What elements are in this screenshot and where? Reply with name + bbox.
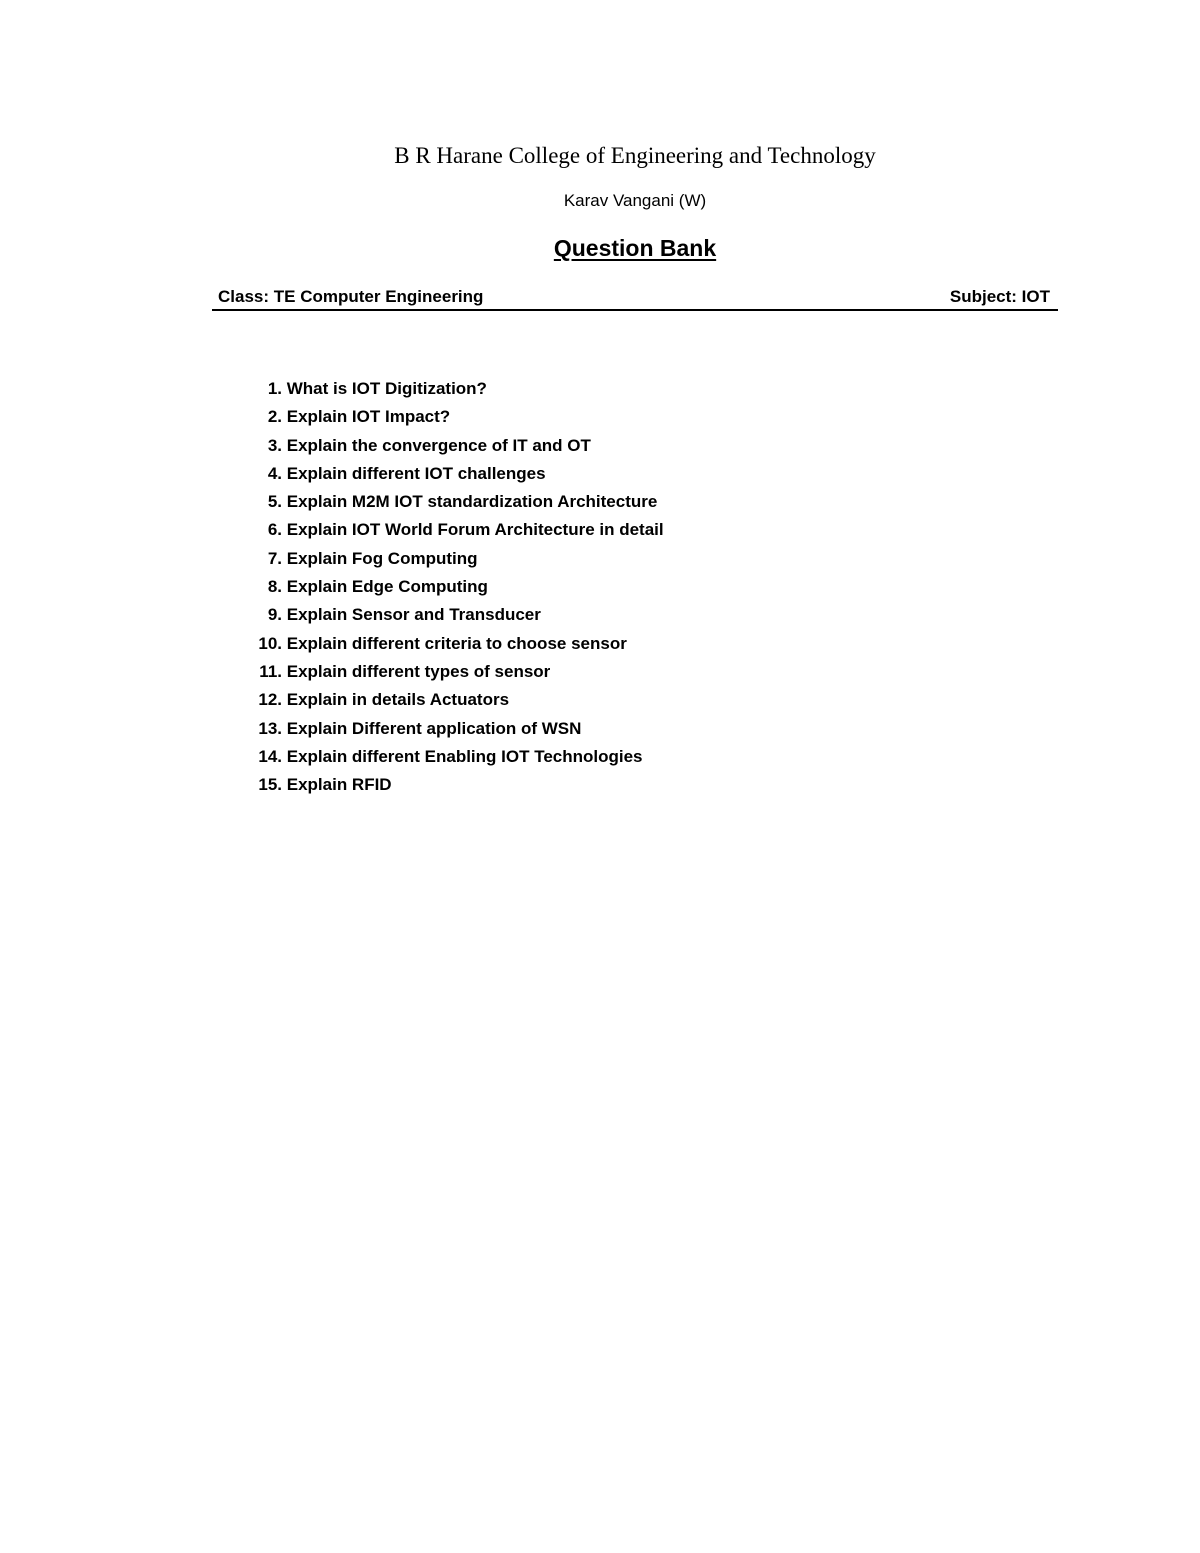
question-text: Explain Fog Computing xyxy=(286,548,478,568)
header-divider xyxy=(212,309,1058,311)
question-item xyxy=(244,433,664,461)
question-number: 12. xyxy=(258,690,282,710)
question-number: 7. xyxy=(267,548,282,568)
question-text: Explain M2M IOT standardization Architecture xyxy=(286,492,658,512)
class-subject-row xyxy=(212,285,1058,309)
question-item xyxy=(244,744,664,772)
question-item xyxy=(244,772,664,800)
question-text: Explain in details Actuators xyxy=(286,690,510,710)
question-item xyxy=(244,631,664,659)
question-text: Explain RFID xyxy=(286,775,392,795)
question-number: 3. xyxy=(267,435,282,455)
question-number: 4. xyxy=(267,463,282,483)
college-name: B R Harane College of Engineering and Technology xyxy=(394,143,876,168)
question-item xyxy=(244,716,664,744)
class-label: Class: TE Computer Engineering xyxy=(218,287,484,306)
question-item xyxy=(244,489,664,517)
question-text: Explain different Enabling IOT Technologies xyxy=(286,746,643,766)
question-number: 10. xyxy=(258,633,282,653)
question-number: 9. xyxy=(267,605,282,625)
question-item xyxy=(244,461,664,489)
question-item xyxy=(244,602,664,630)
question-number: 5. xyxy=(267,492,282,512)
question-item xyxy=(244,687,664,715)
question-text: Explain different types of sensor xyxy=(286,661,551,681)
question-number: 1. xyxy=(267,379,282,398)
question-text: Explain Sensor and Transducer xyxy=(286,605,541,625)
subject-label: Subject: IOT xyxy=(949,287,1050,306)
question-number: 14. xyxy=(258,746,282,766)
question-number: 13. xyxy=(258,718,282,738)
question-text: Explain IOT World Forum Architecture in detail xyxy=(286,520,664,540)
question-item xyxy=(244,517,664,545)
question-number: 6. xyxy=(267,520,282,540)
question-item xyxy=(244,659,664,687)
question-item xyxy=(244,546,664,574)
question-item xyxy=(244,376,664,404)
question-text: Explain IOT Impact? xyxy=(286,407,451,427)
question-text: Explain the convergence of IT and OT xyxy=(286,435,591,455)
college-location: Karav Vangani (W) xyxy=(563,191,707,210)
question-text: Explain different IOT challenges xyxy=(286,463,546,483)
question-list xyxy=(244,376,664,800)
question-text: Explain Different application of WSN xyxy=(286,718,582,738)
page-title-text: Question Bank xyxy=(553,235,717,261)
question-text: What is IOT Digitization? xyxy=(286,379,487,398)
question-text: Explain different criteria to choose sensor xyxy=(286,633,627,653)
question-number: 11. xyxy=(259,661,282,681)
question-number: 8. xyxy=(267,577,282,597)
question-number: 2. xyxy=(267,407,282,427)
question-item xyxy=(244,404,664,432)
question-text: Explain Edge Computing xyxy=(286,577,488,597)
question-number: 15. xyxy=(258,775,282,795)
question-item xyxy=(244,574,664,602)
page-title xyxy=(0,234,1200,262)
